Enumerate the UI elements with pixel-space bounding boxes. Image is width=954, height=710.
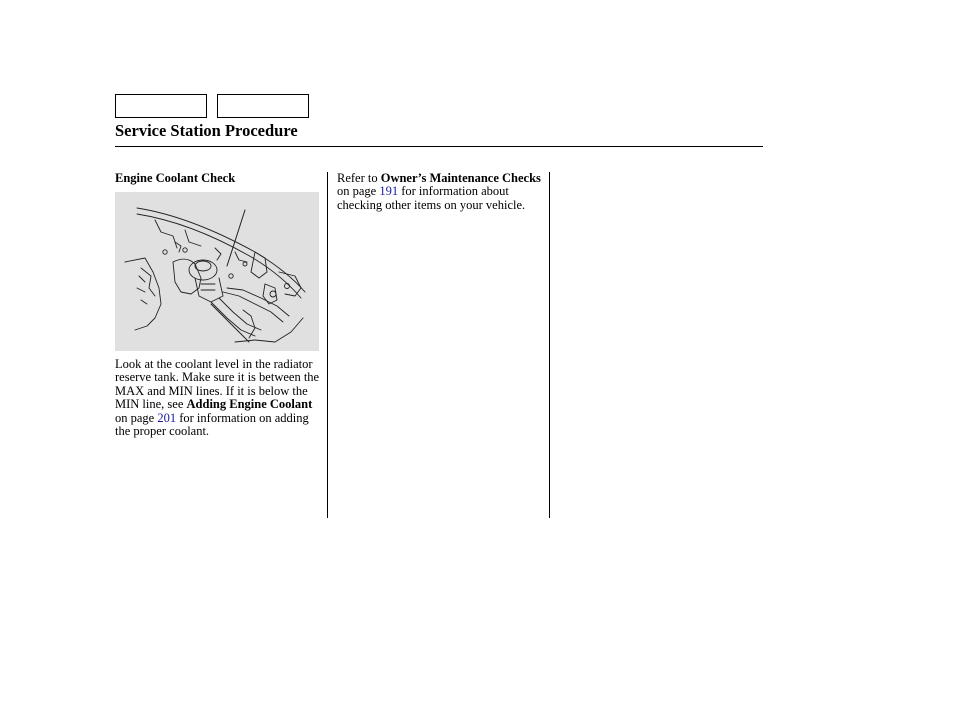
coolant-text-outro: for information on adding the proper coolant.	[115, 410, 309, 439]
contents-nav-button[interactable]	[115, 94, 207, 118]
owners-maintenance-checks-reference: Owner’s Maintenance Checks	[380, 171, 541, 185]
column-divider-right	[549, 172, 550, 518]
column-divider-left	[327, 172, 328, 518]
coolant-reservoir-figure	[115, 192, 319, 351]
section-heading-engine-coolant-check: Engine Coolant Check	[115, 171, 236, 185]
engine-bay-illustration-icon	[115, 192, 319, 351]
maintenance-text-intro: Refer to	[337, 171, 381, 185]
maintenance-text-outro: for information about checking other items on your vehicle.	[337, 184, 526, 212]
title-rule	[115, 146, 763, 147]
page-201-link[interactable]: 201	[157, 410, 177, 425]
coolant-text-intro: Look at the coolant level in the radiator reserve tank. Make sure it is between the MAX and MIN lines. If it is below the MIN line, see	[115, 357, 320, 412]
coolant-check-instructions	[115, 358, 323, 438]
index-nav-button[interactable]	[217, 94, 309, 118]
maintenance-text-on-page: on page	[337, 184, 380, 199]
adding-engine-coolant-reference: Adding Engine Coolant	[186, 397, 313, 412]
coolant-text-on-page: on page	[115, 410, 158, 425]
page-191-link[interactable]: 191	[379, 184, 399, 199]
maintenance-checks-reference	[337, 172, 543, 212]
page-title: Service Station Procedure	[115, 121, 298, 140]
